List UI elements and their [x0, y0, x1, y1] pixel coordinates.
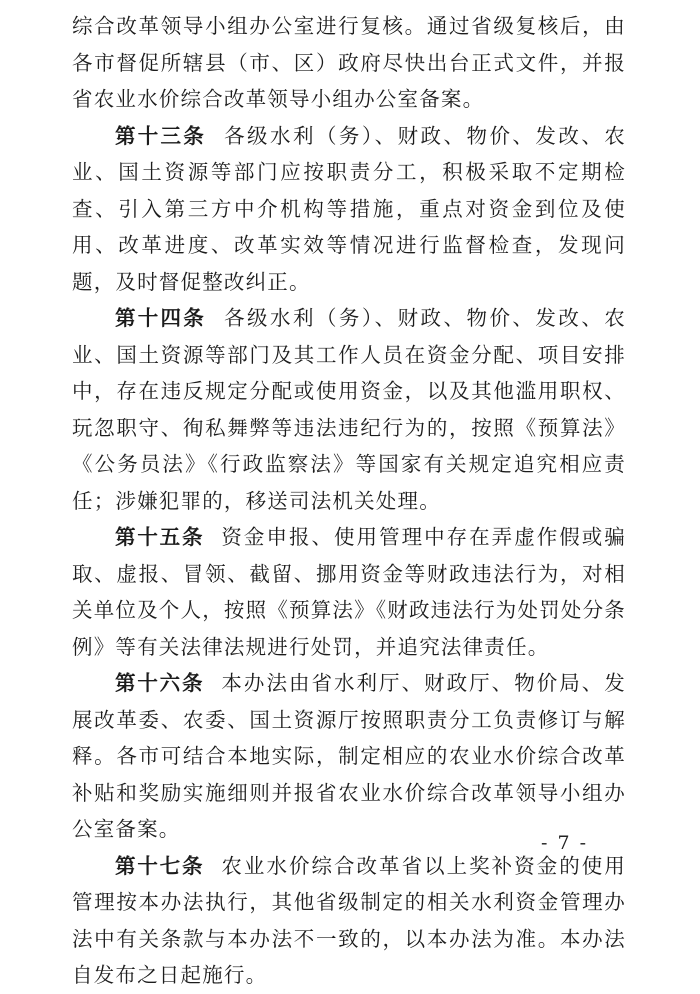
article-14 — [72, 300, 626, 519]
article-16-text: 本办法由省水利厅、财政厅、物价局、发展改革委、农委、国土资源厅按照职责分工负责修订与解释。各市可结合本地实际，制定相应的农业水价综合改革补贴和奖励实施细则并报省农业水价综合改革领导小组办公室备案。 — [72, 671, 626, 841]
article-13-text: 各级水利（务）、财政、物价、发改、农业、国土资源等部门应按职责分工，积极采取不定期检查、引入第三方中介机构等措施，重点对资金到位及使用、改革进度、改革实效等情况进行监督检查，发现问题，及时督促整改纠正。 — [72, 123, 627, 294]
article-17 — [72, 848, 626, 994]
article-14-text: 各级水利（务）、财政、物价、发改、农业、国土资源等部门及其工作人员在资金分配、项目安排中，存在违反规定分配或使用资金，以及其他滥用职权、玩忽职守、徇私舞弊等违法违纪行为的，按照《预算法》《公务员法》《行政监察法》等国家有关规定追究相应责任；涉嫌犯罪的，移送司法机关处理。 — [72, 306, 627, 513]
article-13 — [72, 118, 626, 301]
article-14-heading: 第十四条 — [115, 306, 207, 330]
article-17-text: 农业水价综合改革省以上奖补资金的使用管理按本办法执行，其他省级制定的相关水利资金管理办法中有关条款与本办法不一致的，以本办法为准。本办法自发布之日起施行。 — [72, 853, 626, 987]
page-number: - 7 - — [540, 832, 588, 854]
article-16 — [72, 665, 626, 848]
article-17-heading: 第十七条 — [115, 853, 205, 878]
article-16-heading: 第十六条 — [115, 671, 205, 695]
article-13-heading: 第十三条 — [115, 123, 207, 148]
article-15-heading: 第十五条 — [115, 525, 205, 549]
article-15 — [72, 519, 626, 665]
article-15-text: 资金申报、使用管理中存在弄虚作假或骗取、虚报、冒领、截留、挪用资金等财政违法行为，对相关单位及个人，按照《预算法》《财政违法行为处罚处分条例》等有关法律法规进行处罚，并追究法律责任。 — [72, 525, 626, 659]
continuation-paragraph: 综合改革领导小组办公室进行复核。通过省级复核后，由各市督促所辖县（市、区）政府尽快出台正式文件，并报省农业水价综合改革领导小组办公室备案。 — [72, 14, 626, 111]
